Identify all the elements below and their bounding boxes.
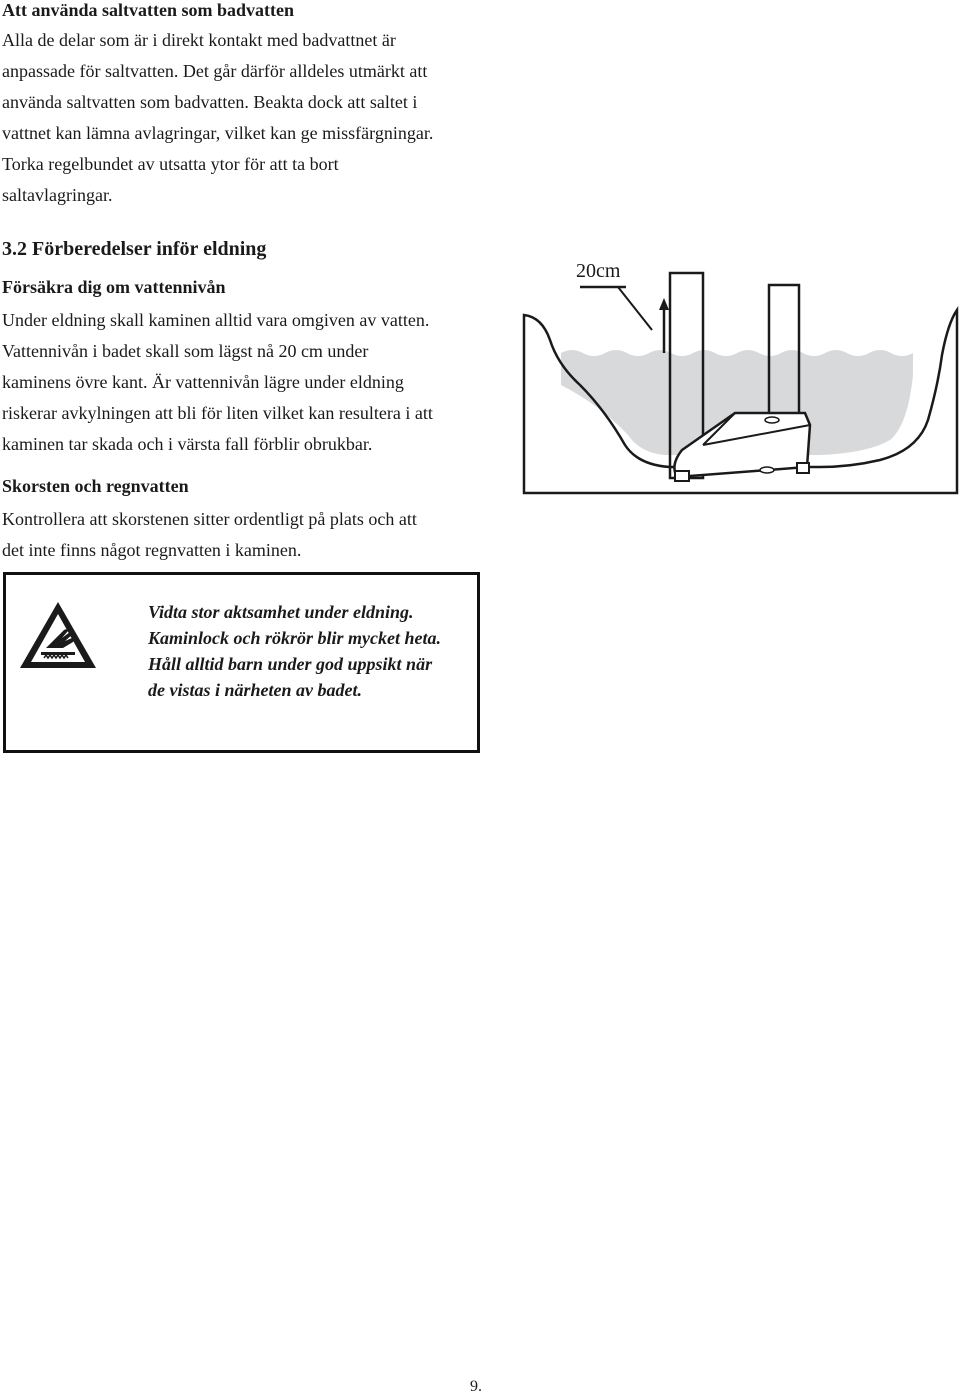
paragraph-line: kaminen tar skada och i värsta fall förblir obrukbar. (2, 434, 373, 454)
paragraph-line: riskerar avkylningen att bli för liten vilket kan resultera i att (2, 403, 433, 423)
water-level-heading: Försäkra dig om vattennivån (2, 277, 226, 297)
hot-surface-warning-icon (18, 600, 98, 670)
warning-line: Håll alltid barn under god uppsikt när (148, 654, 433, 674)
paragraph-line: anpassade för saltvatten. Det går därför alldeles utmärkt att (2, 61, 428, 81)
saltwater-heading: Att använda saltvatten som badvatten (2, 0, 295, 20)
warning-line: Vidta stor aktsamhet under eldning. (148, 602, 414, 622)
paragraph-line: saltavlagringar. (2, 185, 113, 205)
chimney-paragraph (2, 504, 417, 566)
stove-foot (797, 463, 809, 473)
section-title: 3.2 Förberedelser inför eldning (2, 238, 267, 260)
stove-water-level-figure (520, 255, 960, 500)
stove-hole (760, 467, 774, 473)
warning-box (3, 572, 480, 753)
label-leader-line (618, 287, 652, 330)
paragraph-line: Torka regelbundet av utsatta ytor för att ta bort (2, 154, 339, 174)
warning-line: de vistas i närheten av badet. (148, 680, 362, 700)
stove-hole (765, 417, 779, 423)
warning-line: Kaminlock och rökrör blir mycket heta. (148, 628, 442, 648)
page-number: 9. (470, 1378, 482, 1395)
paragraph-line: använda saltvatten som badvatten. Beakta dock att saltet i (2, 92, 418, 112)
paragraph-line: Vattennivån i badet skall som lägst nå 20 cm under (2, 341, 369, 361)
measure-arrow-head (659, 298, 669, 310)
paragraph-line: Under eldning skall kaminen alltid vara omgiven av vatten. (2, 310, 430, 330)
saltwater-paragraph (2, 25, 433, 211)
warning-text (148, 599, 441, 703)
paragraph-line: det inte finns något regnvatten i kaminen. (2, 540, 302, 560)
measure-label: 20cm (576, 260, 621, 282)
chimney-heading: Skorsten och regnvatten (2, 476, 189, 496)
paragraph-line: vattnet kan lämna avlagringar, vilket kan ge missfärgningar. (2, 123, 434, 143)
paragraph-line: kaminens övre kant. Är vattennivån lägre under eldning (2, 372, 404, 392)
stove-foot (675, 471, 689, 481)
paragraph-line: Alla de delar som är i direkt kontakt med badvattnet är (2, 30, 396, 50)
water-level-paragraph (2, 305, 433, 460)
paragraph-line: Kontrollera att skorstenen sitter ordentligt på plats och att (2, 509, 417, 529)
